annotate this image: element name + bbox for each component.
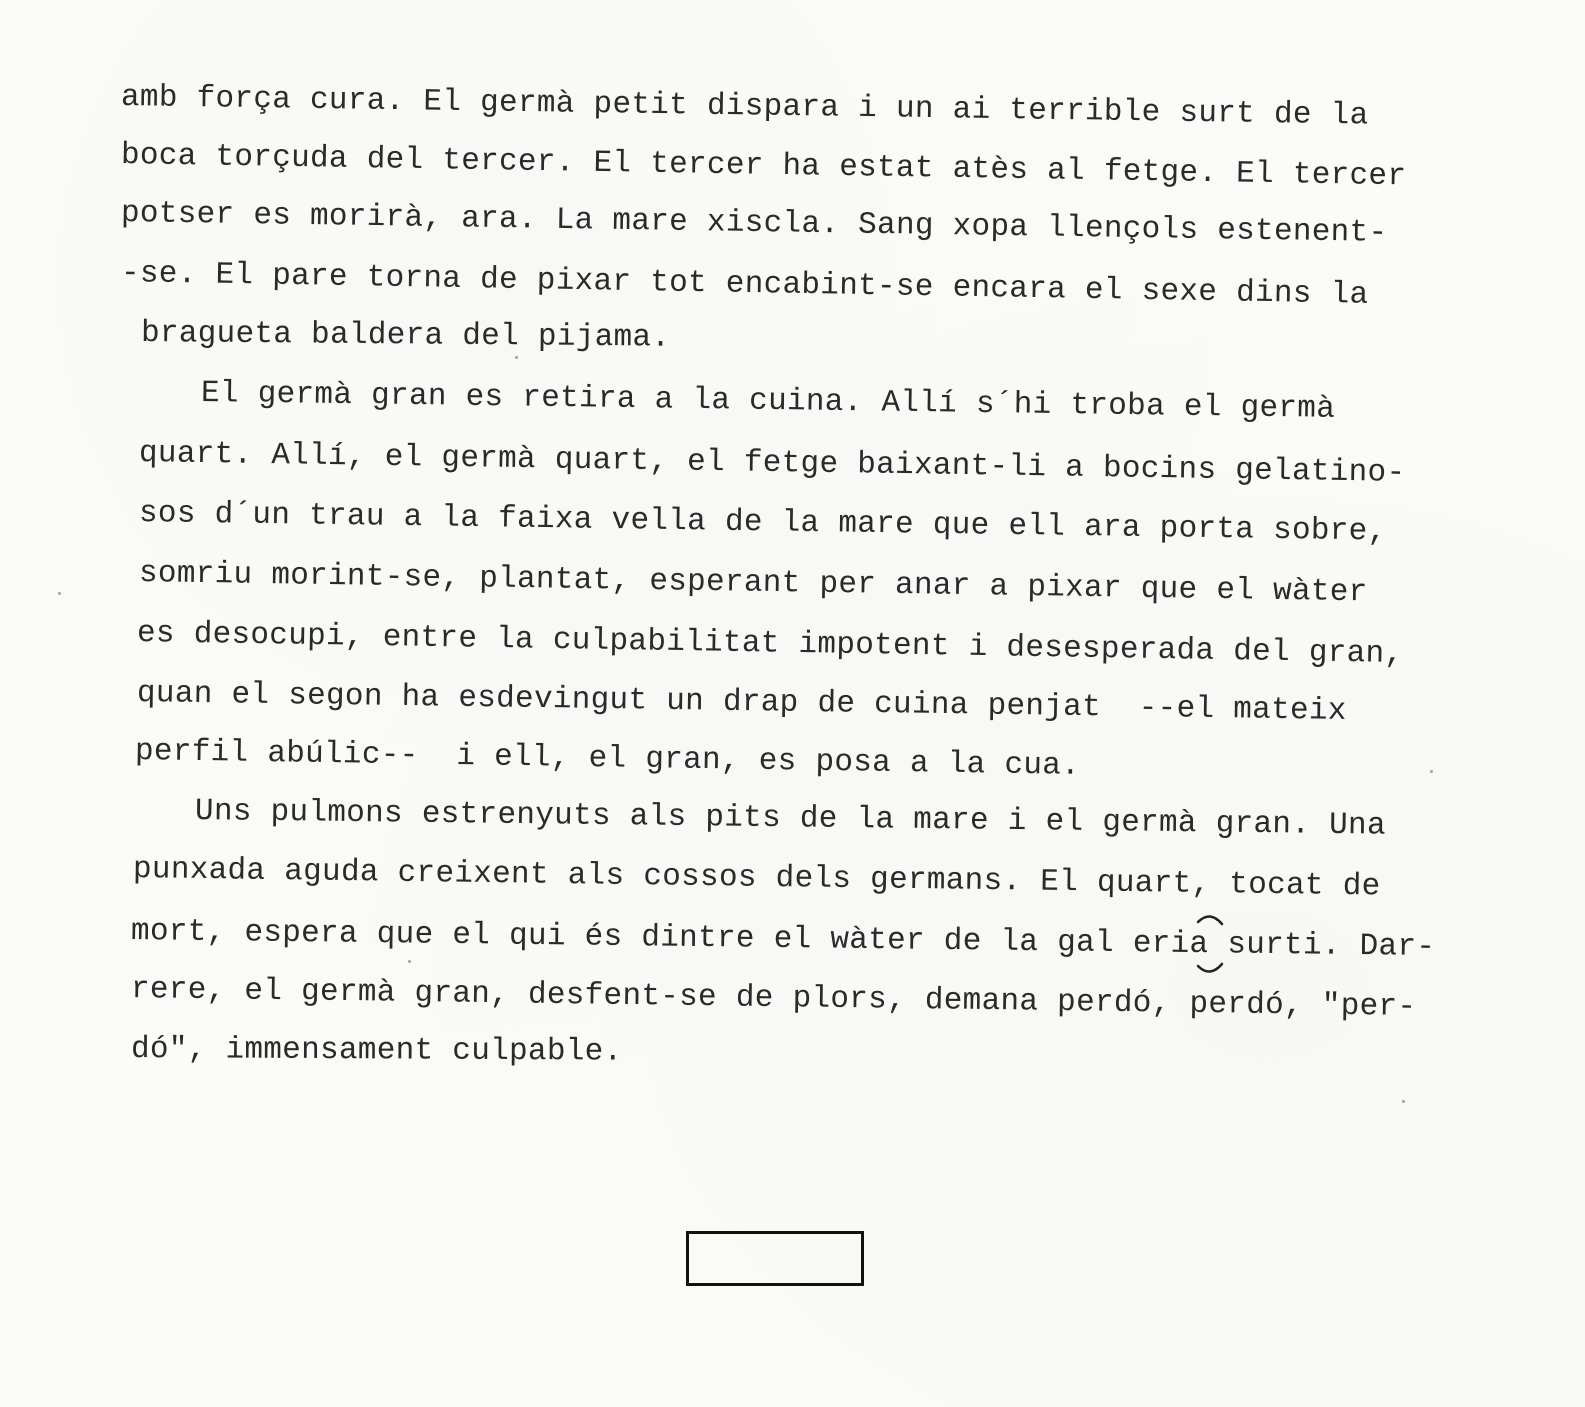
text-line: El germà gran es retira a la cuina. Allí s´hi troba el germà: [200, 376, 1336, 427]
text-line: dó", immensament culpable.: [130, 1032, 623, 1070]
close-up-mark-icon: [1194, 908, 1228, 980]
text-line: punxada aguda creixent als cossos dels germans. El quart, tocat de: [132, 852, 1381, 905]
text-line: boca torçuda del tercer. El tercer ha estat atès al fetge. El tercer: [120, 138, 1407, 195]
paper-speck: [1402, 1100, 1405, 1103]
text-line: amb força cura. El germà petit dispara i un ai terrible surt de la: [120, 80, 1369, 134]
text-line: -se. El pare torna de pixar tot encabint-se encara el sexe dins la: [120, 256, 1369, 313]
text-line: somriu morint-se, plantat, esperant per anar a pixar que el wàter: [138, 556, 1368, 611]
text-line: Uns pulmons estrenyuts als pits de la mare i el germà gran. Una: [194, 794, 1387, 844]
paper-speck: [58, 592, 61, 595]
text-line: mort, espera que el qui és dintre el wàter de la gal eria surti. Dar-: [130, 914, 1436, 965]
page-number-box: [686, 1231, 864, 1286]
text-line: bragueta baldera del pijama.: [140, 316, 671, 356]
text-line: rere, el germà gran, desfent-se de plors, demana perdó, perdó, "per-: [130, 972, 1417, 1025]
text-line: es desocupi, entre la culpabilitat impotent i desesperada del gran,: [136, 616, 1404, 672]
paper-speck: [408, 960, 411, 963]
text-line: perfil abúlic-- i ell, el gran, es posa a la cua.: [134, 734, 1081, 784]
text-line: quart. Allí, el germà quart, el fetge baixant-li a bocins gelatino-: [138, 436, 1406, 491]
paper-speck: [1430, 770, 1433, 773]
text-line: potser es morirà, ara. La mare xiscla. Sang xopa llençols estenent-: [120, 196, 1388, 251]
text-line: quan el segon ha esdevingut un drap de cuina penjat --el mateix: [136, 676, 1347, 729]
paper-speck: [515, 356, 518, 359]
text-line: sos d´un trau a la faixa vella de la mare que ell ara porta sobre,: [138, 496, 1387, 550]
